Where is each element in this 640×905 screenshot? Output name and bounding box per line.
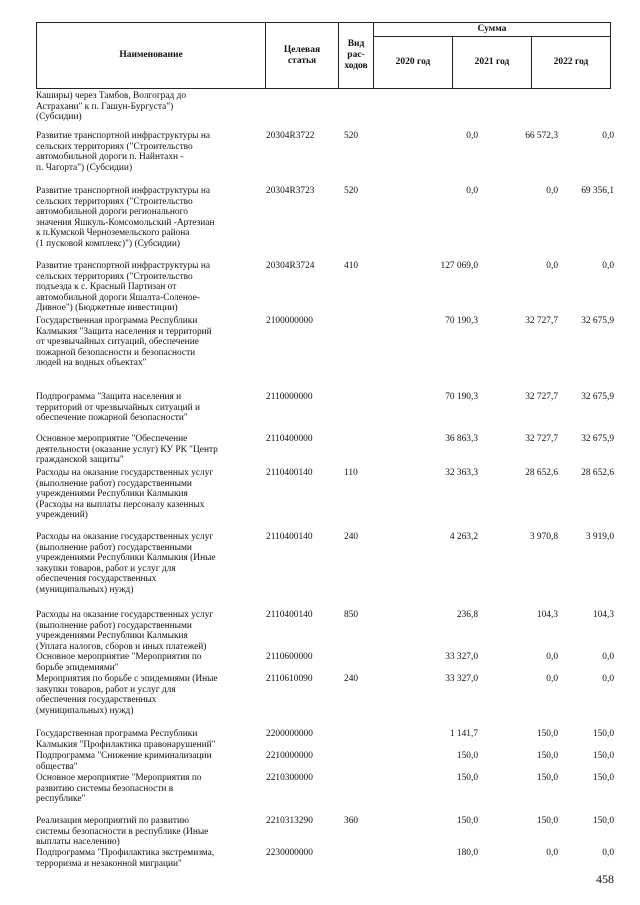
row-name-line: обеспечения государственных bbox=[36, 695, 157, 706]
row-value-2022: 150,0 bbox=[592, 729, 614, 739]
row-value-2020: 0,0 bbox=[466, 131, 478, 141]
row-name bbox=[36, 816, 256, 848]
row-name-line: общества" bbox=[36, 761, 78, 772]
row-vid: 240 bbox=[344, 532, 359, 542]
row-name-line: Развитие транспортной инфраструктуры на bbox=[36, 186, 210, 196]
row-name-line: п. Чагорта") (Субсидии) bbox=[36, 162, 133, 173]
row-code: 2110400000 bbox=[266, 434, 313, 444]
row-name-line: подъезда к с. Красный Партизан от bbox=[36, 282, 177, 293]
row-name-line: территорий от чрезвычайных ситуаций и bbox=[36, 402, 201, 413]
row-name-line: Развитие транспортной инфраструктуры на bbox=[36, 131, 210, 141]
row-code: 20304R3724 bbox=[266, 261, 315, 271]
row-value-2022: 104,3 bbox=[592, 610, 614, 620]
row-value-2020: 1 141,7 bbox=[449, 729, 478, 739]
row-name-line: Дивное") (Бюджетные инвестиции) bbox=[36, 303, 178, 314]
table-row bbox=[36, 392, 616, 434]
row-code: 2200000000 bbox=[266, 729, 313, 739]
row-name bbox=[36, 729, 256, 750]
row-name bbox=[36, 392, 256, 424]
row-name-line: учреждениями Республики Калмыкия (Иные bbox=[36, 553, 216, 564]
row-vid: 520 bbox=[344, 186, 359, 196]
row-name-line: пожарной безопасности и безопасности bbox=[36, 347, 196, 358]
row-name-line: гражданской защиты" bbox=[36, 455, 124, 466]
row-value-2020: 70 190,3 bbox=[445, 392, 478, 402]
row-name-line: сельских территориях ("Строительство bbox=[36, 271, 193, 282]
row-value-2022: 0,0 bbox=[602, 848, 614, 858]
row-name bbox=[36, 751, 256, 772]
row-value-2020: 32 363,3 bbox=[445, 468, 478, 478]
row-value-2020: 33 327,0 bbox=[445, 674, 478, 684]
row-value-2022: 0,0 bbox=[602, 674, 614, 684]
row-value-2021: 28 652,6 bbox=[525, 468, 558, 478]
row-value-2021: 66 572,3 bbox=[525, 131, 558, 141]
row-value-2020: 36 863,3 bbox=[445, 434, 478, 444]
row-value-2020: 150,0 bbox=[456, 816, 478, 826]
row-name-line: значения Яшкуль-Комсомольский -Артезиан bbox=[36, 217, 215, 228]
row-value-2022: 0,0 bbox=[602, 261, 614, 271]
row-name-line: учреждениями Республики Калмыкия bbox=[36, 489, 188, 500]
table-body bbox=[36, 91, 616, 868]
row-vid: 360 bbox=[344, 816, 359, 826]
row-value-2020: 180,0 bbox=[456, 848, 478, 858]
row-value-2022: 32 675,9 bbox=[581, 316, 614, 326]
row-name-line: (муниципальных) нужд) bbox=[36, 705, 134, 716]
row-name-line: Основное мероприятие "Обеспечение bbox=[36, 434, 188, 444]
row-name-line: терроризма и незаконной миграции" bbox=[36, 858, 182, 869]
row-name bbox=[36, 652, 256, 673]
header-target-line1: Целевая bbox=[283, 44, 321, 55]
header-vid bbox=[339, 23, 374, 89]
table-row bbox=[36, 434, 616, 468]
row-vid: 520 bbox=[344, 131, 359, 141]
row-name bbox=[36, 434, 256, 466]
row-code: 2110610090 bbox=[266, 674, 313, 684]
row-name bbox=[36, 261, 256, 314]
row-name bbox=[36, 532, 256, 596]
row-name-line: автомобильной дороги п. Найнтахн - bbox=[36, 152, 184, 163]
row-code: 2110600000 bbox=[266, 652, 313, 662]
header-vid-line3: ходов bbox=[344, 61, 368, 71]
row-name-line: людей на водных объектах" bbox=[36, 358, 147, 369]
row-name-line: закупки товаров, работ и услуг для bbox=[36, 563, 176, 574]
table-row bbox=[36, 674, 616, 729]
row-name-line: автомобильной дороги регионального bbox=[36, 207, 188, 218]
row-name-line: (1 пусковой комплекс)") (Субсидии) bbox=[36, 238, 181, 249]
row-vid: 240 bbox=[344, 674, 359, 684]
row-value-2020: 236,8 bbox=[456, 610, 478, 620]
row-value-2022: 150,0 bbox=[592, 751, 614, 761]
row-value-2021: 0,0 bbox=[546, 186, 558, 196]
header-vid-line2: рас- bbox=[347, 50, 365, 60]
row-value-2021: 32 727,7 bbox=[525, 392, 558, 402]
row-code: 2110400140 bbox=[266, 610, 313, 620]
row-value-2021: 0,0 bbox=[546, 261, 558, 271]
row-code: 2100000000 bbox=[266, 316, 313, 326]
row-name bbox=[36, 468, 256, 521]
row-value-2021: 32 727,7 bbox=[525, 316, 558, 326]
header-year-2020: 2020 год bbox=[374, 37, 453, 89]
row-name-line: Расходы на оказание государственных услуг bbox=[36, 468, 214, 478]
table-row bbox=[36, 532, 616, 610]
row-name-line: развитию системы безопасности в bbox=[36, 783, 174, 794]
header-year-2022: 2022 год bbox=[532, 37, 611, 89]
row-code: 2230000000 bbox=[266, 848, 313, 858]
table-row bbox=[36, 848, 616, 868]
row-name-line: системы безопасности в республике (Иные bbox=[36, 826, 209, 837]
table-row bbox=[36, 261, 616, 316]
header-year-2021: 2021 год bbox=[453, 37, 532, 89]
table-row bbox=[36, 751, 616, 773]
row-value-2022: 150,0 bbox=[592, 773, 614, 783]
row-value-2020: 150,0 bbox=[456, 773, 478, 783]
row-name-line: автомобильной дороги Яшалта-Соленое- bbox=[36, 292, 200, 303]
row-name-line: Подпрограмма "Профилактика экстремизма, bbox=[36, 848, 215, 858]
row-name-line: деятельности (оказание услуг) КУ РК "Центр bbox=[36, 444, 218, 455]
row-value-2021: 150,0 bbox=[536, 773, 558, 783]
table-row bbox=[36, 816, 616, 848]
row-name-line: Развитие транспортной инфраструктуры на bbox=[36, 261, 210, 271]
row-name bbox=[36, 848, 256, 869]
row-value-2020: 150,0 bbox=[456, 751, 478, 761]
row-value-2021: 104,3 bbox=[536, 610, 558, 620]
row-name-line: выплаты населению) bbox=[36, 837, 120, 848]
row-name-line: Основное мероприятие "Мероприятия по bbox=[36, 773, 202, 783]
row-name-line: Подпрограмма "Снижение криминализации bbox=[36, 751, 212, 761]
row-name-line: Мероприятия по борьбе с эпидемиями (Иные bbox=[36, 674, 218, 684]
row-value-2020: 33 327,0 bbox=[445, 652, 478, 662]
row-name-line: закупки товаров, работ и услуг для bbox=[36, 684, 176, 695]
row-name-line: (Субсидии) bbox=[36, 112, 82, 123]
row-value-2022: 32 675,9 bbox=[581, 434, 614, 444]
row-value-2022: 69 356,1 bbox=[581, 186, 614, 196]
table-row bbox=[36, 610, 616, 652]
row-name-line: к п.Кумской Черноземельского района bbox=[36, 228, 190, 239]
row-value-2021: 0,0 bbox=[546, 848, 558, 858]
row-name-line: борьбе эпидемиями" bbox=[36, 662, 119, 673]
table-row bbox=[36, 468, 616, 532]
row-vid: 110 bbox=[344, 468, 358, 478]
row-name bbox=[36, 773, 256, 805]
row-name bbox=[36, 131, 256, 173]
row-vid: 850 bbox=[344, 610, 359, 620]
row-value-2021: 0,0 bbox=[546, 652, 558, 662]
row-value-2021: 3 970,8 bbox=[529, 532, 558, 542]
header-target bbox=[266, 23, 339, 89]
row-code: 2110400140 bbox=[266, 532, 313, 542]
header-vid-line1: Вид bbox=[347, 39, 365, 49]
row-value-2022: 3 919,0 bbox=[585, 532, 614, 542]
row-name-line: (Расходы на выплаты персоналу казенных bbox=[36, 499, 205, 510]
table-row bbox=[36, 131, 616, 186]
row-code: 2110000000 bbox=[266, 392, 313, 402]
row-value-2022: 0,0 bbox=[602, 652, 614, 662]
row-name bbox=[36, 674, 256, 716]
table-row bbox=[36, 652, 616, 674]
row-name-line: (выполнение работ) государственными bbox=[36, 620, 192, 631]
row-code: 2210000000 bbox=[266, 751, 313, 761]
row-value-2021: 150,0 bbox=[536, 751, 558, 761]
table-row bbox=[36, 773, 616, 816]
row-name-line: Калмыкия "Защита населения и территорий bbox=[36, 326, 212, 337]
row-name-line: Расходы на оказание государственных услуг bbox=[36, 532, 214, 542]
table-row bbox=[36, 186, 616, 261]
page-number: 458 bbox=[596, 872, 614, 886]
row-name-line: сельских территориях ("Строительство bbox=[36, 196, 193, 207]
row-name-line: обеспечения государственных bbox=[36, 574, 157, 585]
row-name-line: (муниципальных) нужд) bbox=[36, 584, 134, 595]
table-row bbox=[36, 316, 616, 392]
row-name-line: республике" bbox=[36, 794, 86, 805]
header-sum: Сумма bbox=[374, 23, 611, 37]
row-name-line: (выполнение работ) государственными bbox=[36, 478, 192, 489]
row-name-line: Государственная программа Республики bbox=[36, 316, 198, 326]
row-name-line: (Уплата налогов, сборов и иных платежей) bbox=[36, 641, 207, 652]
row-name bbox=[36, 186, 256, 250]
row-name-line: Государственная программа Республики bbox=[36, 729, 198, 739]
row-value-2021: 150,0 bbox=[536, 816, 558, 826]
header-target-line2: статья bbox=[287, 55, 317, 66]
row-vid: 410 bbox=[344, 261, 359, 271]
row-name-line: сельских территориях ("Строительство bbox=[36, 141, 193, 152]
row-code: 2210300000 bbox=[266, 773, 313, 783]
row-name-line: Подпрограмма "Защита населения и bbox=[36, 392, 182, 402]
row-value-2022: 150,0 bbox=[592, 816, 614, 826]
header-name: Наименование bbox=[37, 23, 266, 89]
row-name bbox=[36, 91, 256, 123]
row-name-line: Основное мероприятие "Мероприятия по bbox=[36, 652, 202, 662]
row-name bbox=[36, 316, 256, 369]
row-code: 2210313290 bbox=[266, 816, 313, 826]
row-name-line: Калмыкия "Профилактика правонарушений" bbox=[36, 739, 216, 750]
row-value-2020: 70 190,3 bbox=[445, 316, 478, 326]
row-name-line: Каширы) через Тамбов, Волгоград до bbox=[36, 91, 187, 101]
row-code: 20304R3722 bbox=[266, 131, 315, 141]
row-name bbox=[36, 610, 256, 652]
row-value-2020: 4 263,2 bbox=[449, 532, 478, 542]
row-name-line: учреждений) bbox=[36, 510, 88, 521]
row-value-2022: 28 652,6 bbox=[581, 468, 614, 478]
row-value-2021: 32 727,7 bbox=[525, 434, 558, 444]
row-name-line: учреждениями Республики Калмыкия bbox=[36, 631, 188, 642]
table-row bbox=[36, 729, 616, 751]
row-name-line: (выполнение работ) государственными bbox=[36, 542, 192, 553]
row-name-line: Реализация мероприятий по развитию bbox=[36, 816, 189, 826]
row-name-line: обеспечение пожарной безопасности" bbox=[36, 413, 188, 424]
row-code: 20304R3723 bbox=[266, 186, 315, 196]
row-value-2022: 0,0 bbox=[602, 131, 614, 141]
row-name-line: от чрезвычайных ситуаций, обеспечение bbox=[36, 337, 199, 348]
row-value-2022: 32 675,9 bbox=[581, 392, 614, 402]
row-value-2020: 0,0 bbox=[466, 186, 478, 196]
table-header bbox=[36, 22, 611, 89]
row-value-2021: 0,0 bbox=[546, 674, 558, 684]
row-name-line: Астрахани" к п. Гашун-Бургуста") bbox=[36, 101, 174, 112]
row-name-line: Расходы на оказание государственных услуг bbox=[36, 610, 214, 620]
row-code: 2110400140 bbox=[266, 468, 313, 478]
table-row bbox=[36, 91, 616, 131]
row-value-2020: 127 069,0 bbox=[440, 261, 478, 271]
row-value-2021: 150,0 bbox=[536, 729, 558, 739]
